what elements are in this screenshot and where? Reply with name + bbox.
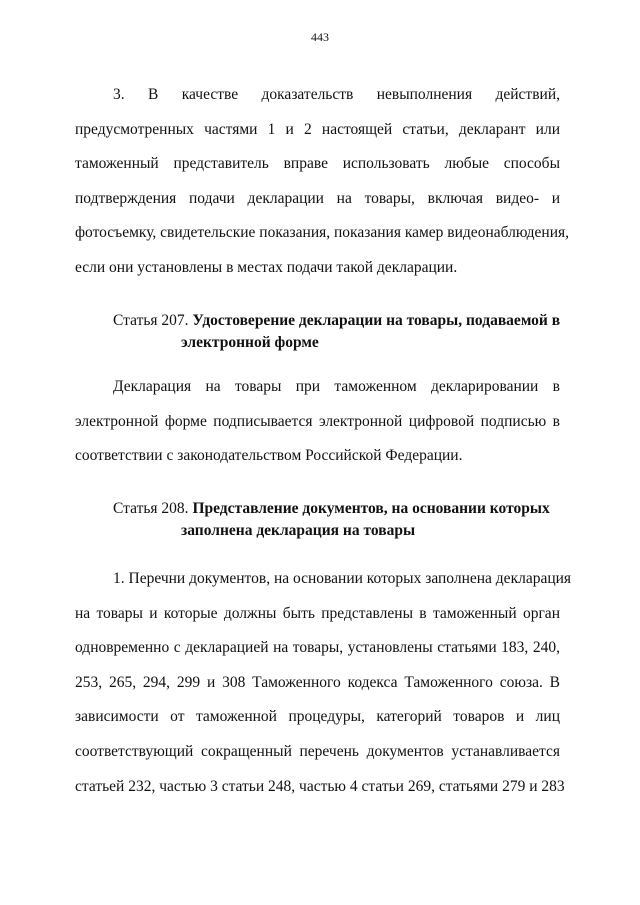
article-title: Представление документов, на основании которых bbox=[192, 500, 550, 517]
text-line: электронной форме подписывается электронной цифровой подписью в bbox=[75, 412, 560, 430]
article-title: Удостоверение декларации на товары, подаваемой в bbox=[192, 312, 561, 329]
text-line: 3. В качестве доказательств невыполнения действий, bbox=[113, 86, 560, 103]
article-208-heading bbox=[113, 498, 563, 542]
article-title-continued: электронной форме bbox=[181, 334, 319, 351]
text-line: соответствии с законодательством Российской Федерации. bbox=[75, 447, 463, 465]
page-number: 443 bbox=[311, 30, 329, 44]
article-208-body bbox=[75, 562, 572, 804]
article-number: Статья 208. bbox=[113, 500, 189, 517]
text-line: одновременно с декларацией на товары, установлены статьями 183, 240, bbox=[75, 639, 560, 657]
text-line: Декларация на товары при таможенном декларировании в bbox=[113, 378, 560, 395]
article-207-heading bbox=[113, 310, 563, 354]
text-line: таможенный представитель вправе использовать любые способы bbox=[75, 155, 560, 173]
text-line: 1. Перечни документов, на основании которых заполнена декларация bbox=[113, 570, 572, 587]
article-title-continued: заполнена декларация на товары bbox=[181, 522, 416, 539]
article-207-body bbox=[75, 370, 560, 474]
text-line: 253, 265, 294, 299 и 308 Таможенного кодекса Таможенного союза. В bbox=[75, 673, 560, 691]
text-line: если они установлены в местах подачи такой декларации. bbox=[75, 258, 458, 276]
article-number: Статья 207. bbox=[113, 312, 189, 329]
text-line: предусмотренных частями 1 и 2 настоящей статьи, декларант или bbox=[75, 120, 560, 138]
text-line: соответствующий сокращенный перечень документов устанавливается bbox=[75, 742, 560, 760]
text-line: зависимости от таможенной процедуры, категорий товаров и лиц bbox=[75, 708, 560, 726]
paragraph-3 bbox=[75, 78, 570, 286]
text-line: на товары и которые должны быть представлены в таможенный орган bbox=[75, 604, 560, 622]
text-line: статьей 232, частью 3 статьи 248, частью 4 статьи 269, статьями 279 и 283 bbox=[75, 777, 565, 795]
text-line: фотосъемку, свидетельские показания, показания камер видеонаблюдения, bbox=[75, 224, 570, 242]
text-line: подтверждения подачи декларации на товары, включая видео- и bbox=[75, 189, 560, 207]
